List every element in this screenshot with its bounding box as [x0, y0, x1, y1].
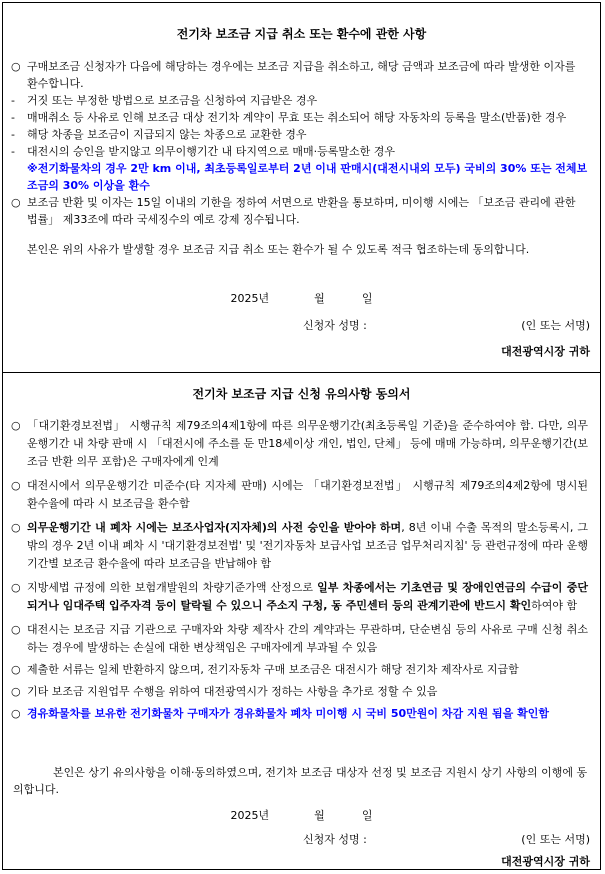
circle-bullet-icon: ○ [11, 623, 21, 636]
list-item: ○ 대전시에서 의무운행기간 미준수(타 지자체 판매) 시에는 「대기환경보전법」 시행규칙 제79조의4제2항에 명시된 환수율에 따라 시 보조금을 환수함 [11, 477, 588, 513]
circle-bullet-icon: ○ [11, 581, 21, 594]
cancellation-items [11, 58, 588, 228]
list-item: ○ 경유화물차를 보유한 전기화물차 구매자가 경유화물차 폐차 미이행 시 국비 50만원이 차감 지원 됨을 확인함 [11, 705, 588, 723]
consent-section [3, 373, 600, 870]
circle-bullet-icon: ○ [11, 521, 21, 534]
list-item: ○ 구매보조금 신청자가 다음에 해당하는 경우에는 보조금 지급을 취소하고, 해당 금액과 보조금에 따라 발생한 이자를 환수합니다. [11, 60, 576, 90]
section-title: 전기차 보조금 지급 신청 유의사항 동의서 [192, 387, 411, 401]
list-item: ○ 보조금 반환 및 이자는 15일 이내의 기한을 정하여 서면으로 반환을 통보하며, 미이행 시에는 「보조금 관리에 관한 법률」 제33조에 따라 국세징수의 예로 강제 징수됩니다. [11, 196, 576, 226]
applicant-label: 신청자 성명 : [303, 833, 367, 846]
list-item: ○ 기타 보조금 지원업무 수행을 위하여 대전광역시가 정하는 사항을 추가로 정할 수 있음 [11, 683, 588, 701]
applicant-label: 신청자 성명 : [303, 319, 367, 332]
pledge-text: 본인은 위의 사유가 발생할 경우 보조금 지급 취소 또는 환수가 될 수 있도록 적극 협조하는데 동의합니다. [27, 243, 530, 256]
list-item: ○ 제출한 서류는 일체 반환하지 않으며, 전기자동차 구매 보조금은 대전시가 해당 전기차 제작사로 지급함 [11, 661, 588, 679]
addressee: 대전광역시장 귀하 [501, 855, 590, 868]
list-item: ○ 「대기환경보전법」 시행규칙 제79조의4제1항에 따른 의무운행기간(최초등록일 기준)을 준수하여야 함. 다만, 의무운행기간 내 차량 판매 시 「대전시에 주소를 둔 만18세이상 개인, 법인, 단체」 등에 매매 가능하며, 의무운행기간(보조금 반환 의무 포함)은 구매자에게 인계 [11, 417, 588, 471]
freight-note: ※전기화물차의 경우 2만 km 이내, 최초등록일로부터 2년 이내 판매시(대전시내외 모두) 국비의 30% 또는 전체보조금의 30% 이상을 환수 [27, 162, 588, 192]
list-item: ○ 의무운행기간 내 폐차 시에는 보조사업자(지자체)의 사전 승인을 받아야 하며, 8년 이내 수출 목적의 말소등록시, 그 밖의 경우 2년 이내 폐차 시 '대기환경보전법' 및 '전기자동차 보급사업 보조금 업무처리지침' 등 관련규정에 따라 운행기간별 보조금 환수율에 따라 보조금을 반납해야 함 [11, 519, 588, 573]
consent-items [11, 417, 588, 723]
list-item: - 거짓 또는 부정한 방법으로 보조금을 신청하여 지급받은 경우 [11, 94, 318, 107]
list-item: - 해당 차종을 보조금이 지급되지 않는 차종으로 교환한 경우 [11, 128, 307, 141]
dash-bullet-icon: - [11, 145, 15, 158]
circle-bullet-icon: ○ [11, 479, 21, 492]
circle-bullet-icon: ○ [11, 419, 21, 432]
circle-bullet-icon: ○ [11, 196, 21, 209]
signature-field[interactable]: (인 또는 서명) [521, 833, 590, 846]
list-item: - 매매취소 등 사유로 인해 보조금 대상 전기차 계약이 무효 또는 취소되어 해당 자동차의 등록을 말소(반품)한 경우 [11, 111, 567, 124]
circle-bullet-icon: ○ [11, 685, 21, 698]
form-page [2, 2, 601, 870]
list-item: - 대전시의 승인을 받지않고 의무이행기간 내 타지역으로 매매·등록말소한 경우 [11, 145, 396, 158]
date-line: 2025년 월 일 [230, 809, 373, 822]
list-item: ○ 지방세법 규정에 의한 보험개발원의 차량기준가액 산정으로 일부 차종에서는 기초연금 및 장애인연금의 수급이 중단되거나 임대주택 입주자격 등이 탈락될 수 있으니 주소지 구청, 동 주민센터 등의 관계기관에 반드시 확인하여야 함 [11, 579, 588, 615]
section-title: 전기차 보조금 지급 취소 또는 환수에 관한 사항 [176, 27, 427, 41]
circle-bullet-icon: ○ [11, 707, 21, 720]
addressee: 대전광역시장 귀하 [501, 345, 590, 358]
dash-bullet-icon: - [11, 111, 15, 124]
date-line: 2025년 월 일 [230, 292, 373, 305]
signature-field[interactable]: (인 또는 서명) [521, 319, 590, 332]
list-item: ○ 대전시는 보조금 지급 기관으로 구매자와 차량 제작사 간의 계약과는 무관하며, 단순변심 등의 사유로 구매 신청 취소하는 경우에 발생하는 손실에 대한 변상책임은 구매자에게 부과될 수 있음 [11, 621, 588, 657]
pledge-text: 본인은 상기 유의사항을 이해·동의하였으며, 전기차 보조금 대상자 선정 및 보조금 지원시 상기 사항의 이행에 동의합니다. [13, 766, 588, 796]
dash-bullet-icon: - [11, 94, 15, 107]
cancellation-section [3, 3, 600, 373]
circle-bullet-icon: ○ [11, 663, 21, 676]
dash-bullet-icon: - [11, 128, 15, 141]
circle-bullet-icon: ○ [11, 60, 21, 73]
